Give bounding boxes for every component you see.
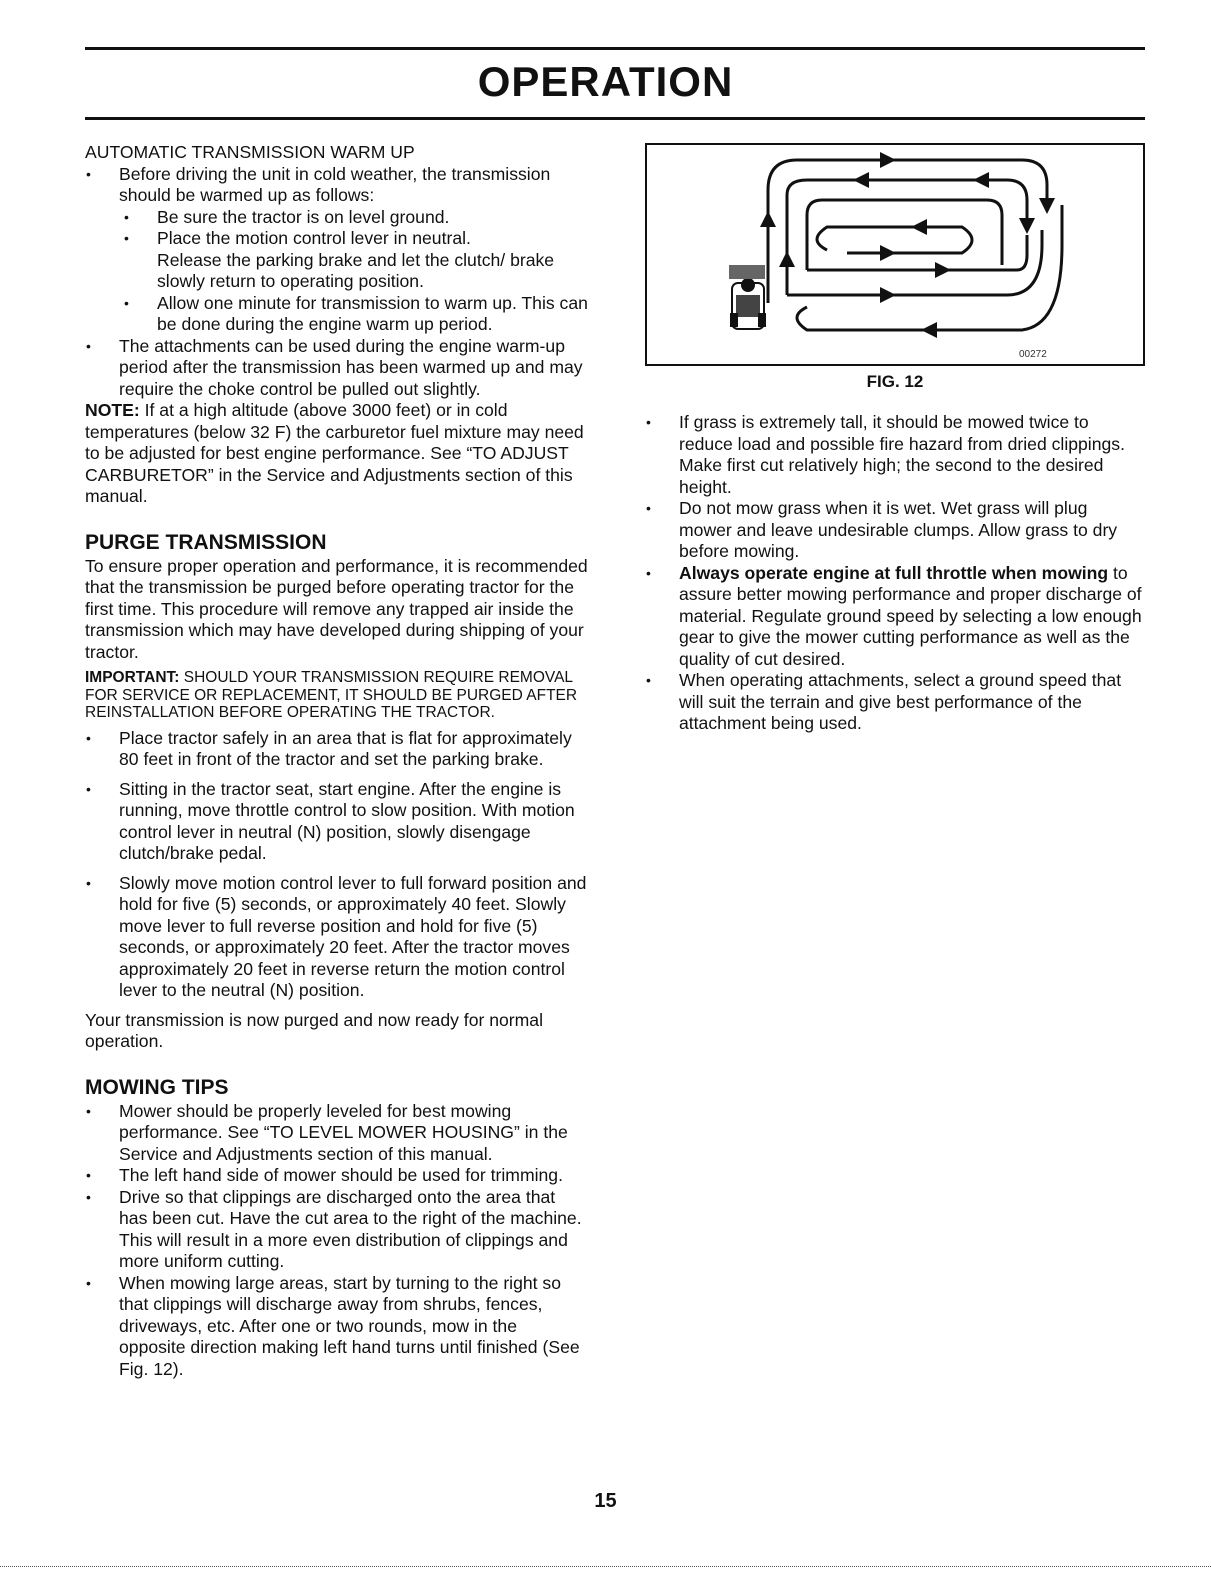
bottom-edge-line (0, 1566, 1211, 1567)
title-rule (85, 117, 1145, 120)
list-item: • Slowly move motion control lever to full forward position and hold for five (5) seconds, or approximately 40 feet. Slowly move lever to full reverse position and hold for five (5) seconds, or approximately 20 feet. After the tractor moves approximately 20 feet in reverse return the motion control lever to the neutral (N) position. (85, 873, 588, 1002)
list-item: • Place tractor safely in an area that is flat for approximately 80 feet in front of the tractor and set the parking brake. (85, 728, 588, 771)
list-item: • The attachments can be used during the engine warm-up period after the transmission has been warmed up and may require the choke control be pulled out slightly. (85, 336, 588, 401)
list-item: • Before driving the unit in cold weather, the transmission should be warmed up as follows: (85, 164, 588, 207)
list-item: • Drive so that clippings are discharged onto the area that has been cut. Have the cut area to the right of the machine. This will result in a more even distribution of clippings and more uniform cutting. (85, 1187, 588, 1273)
mowing-path-lines (768, 160, 1062, 330)
purge-intro: To ensure proper operation and performance, it is recommended that the transmission be purged before operating tractor for the first time. This procedure will remove any trapped air inside the transmission which may have developed during shipping of your tractor. (85, 555, 588, 662)
note-text: If at a high altitude (above 3000 feet) or in cold temperatures (below 32 F) the carburetor fuel mixture may need to be adjusted for best engine performance. See “TO ADJUST CARBURETOR” in the Service and Adjustments section of this manual. (85, 400, 584, 506)
list-item: • Allow one minute for transmission to warm up. This can be done during the engine warm up period. (85, 293, 588, 336)
purge-closing: Your transmission is now purged and now ready for normal operation. (85, 1009, 544, 1051)
tractor-icon (729, 265, 766, 329)
mowing-heading: MOWING TIPS (85, 1075, 229, 1099)
note-label: NOTE: (85, 400, 140, 420)
emphasis-text: Always operate engine at full throttle when mowing (679, 562, 1109, 583)
list-item (645, 563, 1145, 671)
page-title: OPERATION (477, 58, 734, 105)
purge-heading: PURGE TRANSMISSION (85, 530, 327, 554)
figure-code: 00272 (1019, 349, 1047, 360)
list-item-text: to assure better mowing performance and proper discharge of material. Regulate ground speed by selecting a low enough gear to give the mower cutting performance as well as the quality of cut desired. (679, 562, 1142, 669)
left-column (85, 142, 588, 1380)
page-number: 15 (594, 1490, 617, 1512)
mowing-pattern-diagram (647, 145, 1143, 364)
note-paragraph (85, 400, 588, 508)
list-item: • Mower should be properly leveled for best mowing performance. See “TO LEVEL MOWER HOUSING” in the Service and Adjustments section of this manual. (85, 1101, 588, 1166)
important-label: IMPORTANT: (85, 669, 180, 686)
list-item: • Place the motion control lever in neutral. (85, 228, 588, 250)
important-text: SHOULD YOUR TRANSMISSION REQUIRE REMOVAL FOR SERVICE OR REPLACEMENT, IT SHOULD BE PURGED AFTER REINSTALLATION BEFORE OPERATING THE TRACTOR. (85, 669, 578, 721)
warm-up-heading: AUTOMATIC TRANSMISSION WARM UP (85, 142, 415, 162)
figure-12 (645, 143, 1145, 366)
list-item-continuation: Release the parking brake and let the clutch/ brake slowly return to operating position. (157, 249, 555, 291)
list-item: • Do not mow grass when it is wet. Wet grass will plug mower and leave undesirable clumps. Allow grass to dry before mowing. (645, 498, 1145, 563)
list-item: • Be sure the tractor is on level ground. (85, 207, 588, 229)
top-rule (85, 47, 1145, 50)
list-item: • When operating attachments, select a ground speed that will suit the terrain and give best performance of the attachment being used. (645, 670, 1145, 735)
right-column (645, 412, 1145, 735)
direction-arrows (768, 160, 1047, 330)
important-paragraph (85, 669, 588, 722)
figure-caption: FIG. 12 (866, 372, 924, 391)
list-item: • The left hand side of mower should be used for trimming. (85, 1165, 588, 1187)
list-item: • Sitting in the tractor seat, start engine. After the engine is running, move throttle control to slow position. With motion control lever in neutral (N) position, slowly disengage clutch/brake pedal. (85, 779, 588, 865)
list-item: • When mowing large areas, start by turning to the right so that clippings will discharge away from shrubs, fences, driveways, etc. After one or two rounds, mow in the opposite direction making left hand turns until finished (See Fig. 12). (85, 1273, 588, 1381)
list-item: • If grass is extremely tall, it should be mowed twice to reduce load and possible fire hazard from dried clippings. Make first cut relatively high; the second to the desired height. (645, 412, 1145, 498)
